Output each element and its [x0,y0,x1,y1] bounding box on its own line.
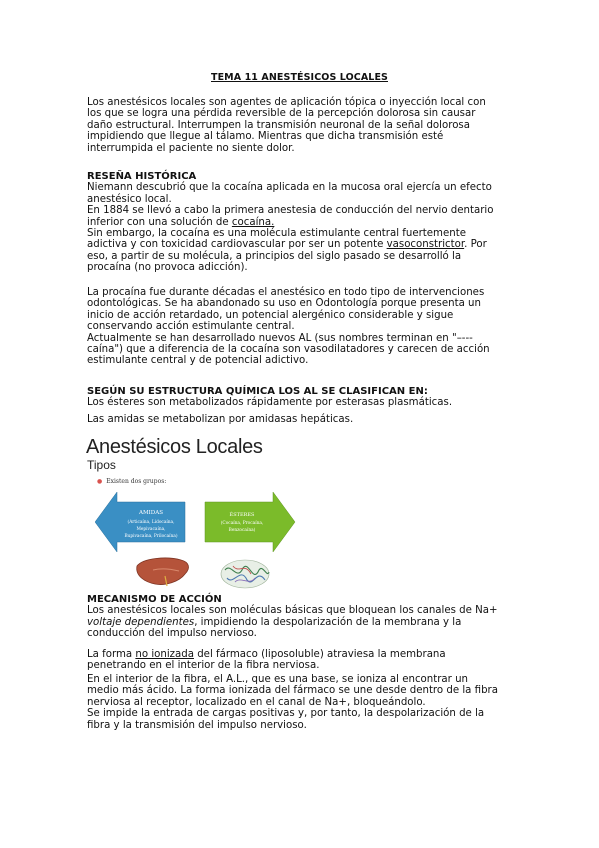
mecanismo-line: , impidiendo la despolarización de la membrana y la [194,616,462,628]
estructura-section [87,386,517,409]
resena-line: eso, a partir de su molécula, a principios del siglo pasado se desarrolló la [87,250,462,262]
resena-line: Sin embargo, la cocaína es una molécula estimulante central fuertemente [87,228,466,240]
forma-line: La forma [87,649,136,660]
procaina-line: caína") que a diferencia de la cocaína son vasodilatadores y carecen de acción [87,344,490,356]
resena-line: adictiva y con toxicidad cardiovascular por ser un potente [87,239,387,251]
resena-section [87,171,517,274]
interior-line: fibra y la transmisión del impulso nervioso. [87,719,307,731]
slide-title: Anestésicos Locales [86,436,263,458]
mecanismo-heading: MECANISMO DE ACCIÓN [87,594,222,605]
interior-paragraph [87,674,517,731]
procaina-line: estimulante central y de potencial adictivo. [87,355,309,367]
amidas-title: AMIDAS [139,510,163,516]
forma-line: penetrando en el interior de la fibra nerviosa. [87,660,320,672]
esteres-line: (Cocaína, Procaína, [220,521,264,526]
interior-line: Se impide la entrada de cargas positivas y, por tanto, la despolarización de la [87,708,485,720]
cocaina-underlined: cocaína. [231,216,275,228]
estructura-heading: SEGÚN SU ESTRUCTURA QUÍMICA LOS AL SE CLASIFICAN EN: [87,386,428,397]
mecanismo-line: Los anestésicos locales son moléculas básicas que bloquean los canales de Na+ [87,605,498,617]
slide-subtitle: Tipos [87,458,116,472]
intro-line: impidiendo que llegue al tálamo. Mientras que dicha transmisión esté [87,131,444,143]
procaina-line: Actualmente se han desarrollado nuevos AL (sus nombres terminan en "–--- [87,332,473,344]
slide-bullet [97,478,166,485]
mecanismo-line: conducción del impulso nervioso. [87,628,257,640]
intro-line: interrumpida el paciente no siente dolor. [87,142,295,154]
resena-heading: RESEÑA HISTÓRICA [87,171,197,182]
resena-line: procaína (no provoca adicción). [87,262,248,274]
forma-line: del fármaco (liposoluble) atraviesa la membrana [193,649,446,660]
interior-line: nerviosa al receptor, localizado en el canal de Na+, bloqueándolo. [87,696,426,708]
intro-line: daño estructural. Interrumpen la transmisión neuronal de la señal dolorosa [87,119,470,131]
procaina-paragraph [87,287,517,367]
no-ionizada-underlined: no ionizada [135,649,194,660]
resena-line: Niemann descubrió que la cocaína aplicada en la mucosa oral ejercía un efecto [87,182,492,194]
anesthetic-types-diagram [95,485,335,600]
estructura-amidas [87,414,517,425]
procaina-line: La procaína fue durante décadas el anestésico en todo tipo de intervenciones [87,287,485,298]
resena-line: anestésico local. [87,193,172,205]
resena-line: En 1884 se llevó a cabo la primera anestesia de conducción del nervio dentario [87,205,494,217]
bullet-dot-icon: ● [97,478,103,485]
estructura-line: Los ésteres son metabolizados rápidamente por esterasas plasmáticas. [87,397,453,409]
amidas-line: Bupivacaína, Prilocaína) [124,534,178,539]
slide-bullet-text: Existen dos grupos: [106,478,167,485]
forma-paragraph [87,649,517,672]
estructura-line: Las amidas se metabolizan por amidasas hepáticas. [87,414,354,425]
intro-line: los que se logra una pérdida reversible de la percepción dolorosa sin causar [87,108,476,120]
resena-line-end: . Por [464,239,487,251]
voltaje-dependientes-italic: voltaje dependientes [87,616,195,628]
interior-line: En el interior de la fibra, el A.L., que es una base, se ioniza al encontrar un [87,674,469,685]
interior-line: medio más ácido. La forma ionizada del fármaco se une desde dentro de la fibra [87,685,498,697]
intro-paragraph [87,97,517,154]
vasoconstrictor-underlined: vasoconstrictor [386,239,465,251]
esterase-molecule-icon [221,560,269,588]
procaina-line: inicio de acción retardado, un potencial alergénico considerable y sigue [87,309,454,321]
intro-line: Los anestésicos locales son agentes de aplicación tópica o inyección local con [87,97,486,108]
liver-icon [137,558,189,586]
amidas-line: Mepivacaína, [136,527,166,532]
resena-line: inferior con una solución de [87,216,232,228]
mecanismo-section [87,594,517,640]
amidas-line: (Articaína, Lidocaína, [127,520,175,525]
document-title: TEMA 11 ANESTÉSICOS LOCALES [211,72,388,83]
procaina-line: conservando acción estimulante central. [87,321,295,333]
esteres-line: Benzocaína) [228,528,256,533]
esteres-title: ÉSTERES [229,512,255,518]
procaina-line: odontológicas. Se ha abandonado su uso en Odontología porque presenta un [87,298,481,310]
